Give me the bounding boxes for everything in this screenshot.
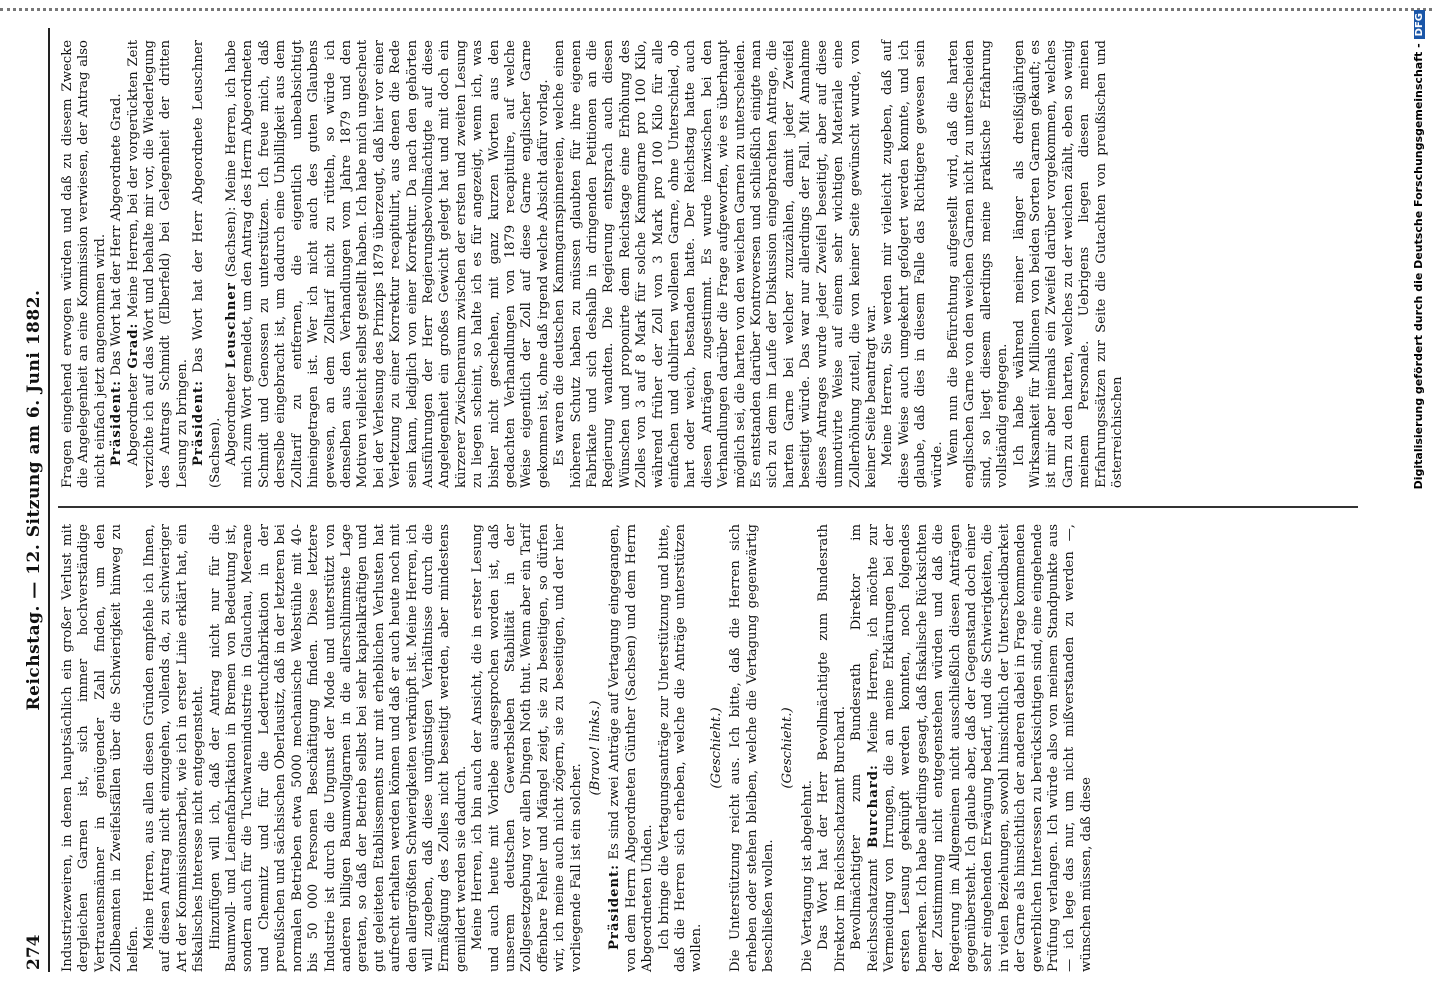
paragraph: Präsident: Das Wort hat der Herr Abgeordnete Leuschner (Sachsen). bbox=[191, 40, 223, 488]
stage-direction: (Geschieht.) bbox=[708, 707, 724, 789]
speaker-name: Burchard: bbox=[865, 764, 881, 849]
paragraph: Bevollmächtigter zum Bundesrath Direktor im Reichsschatzamt Burchard: Meine Herren, ich möchte zur Vermeidung von Irrungen, die an meine Erklärungen bei der ersten Lesung geknüpft werden konnten, noch folgendes bemerken. Ich habe allerdings gesagt, daß fiskalische Rücksichten der Zustimmung nicht entgegenstehen würden und daß die Regierung im Allgemeinen nicht ausschließlich diesen Anträgen gegenübersteht. Ich glaube aber, daß der Gegenstand doch einer sehr eingehenden Erwägung bedarf, und die Schwierigkeiten, die in vielen Beziehungen, sowohl hinsichtlich der Unterscheidbarkeit der Garne als hinsichtlich der anderen dabei in Frage kommenden gewerblichen Interessen zu berücksichtigen sind, eine eingehende Prüfung verlangen. Ich würde also von meinem Standpunkte aus — ich lege das nur, um nicht mißverstanden zu werden —, wünschen müssen, daß diese bbox=[849, 524, 1094, 972]
paragraph: Hinzufügen will ich, daß der Antrag nicht nur für die Baumwoll- und Leinenfabrikation in Bremen von Bedeutung ist, sondern auch für die Tuchwarenindustrie in Glauchau, Meerane und Chemnitz und für die Ledertuchfabrikation in der preußischen und sächsischen Oberlausitz, daß in der letzteren bei normalen Betrieben etwa 5000 mechanische Webstühle mit 40- bis 50 000 Personen Beschäftigung finden. Diese letztere Industrie ist durch die Ungunst der Mode und unterstützt von anderen billigen Baumwollgarnen in die allerschlimmste Lage geraten, so daß der Betrieb selbst bei sehr kapitalkräftigen und gut geleiteten Etablissements nur mit erheblichen Verlusten hat aufrecht erhalten werden können und daß er auch heute noch mit den allergrößten Schwierigkeiten verknüpft ist. Meine Herren, ich will zugeben, daß diese ungünstigen Verhältnisse durch die Ermäßigung des Zolles nicht beseitigt werden, aber mindestens gemildert werden sie dadurch. bbox=[207, 524, 469, 972]
dfg-logo: DFG bbox=[1414, 10, 1425, 39]
left-column bbox=[60, 524, 1095, 972]
speaker-name: Präsident: bbox=[191, 379, 207, 466]
stage-direction: (Bravo! links.) bbox=[588, 700, 603, 796]
paragraph: Die Vertagung ist abgelehnt. bbox=[799, 780, 815, 972]
paragraph: Abgeordneter Grad: Meine Herren, bei der vorgerückten Zeit verzichte ich auf das Wort und behalte mir vor, die Wiederlegung des Antrags Schmidt (Elberfeld) bei Gelegenheit der dritten Lesung zu bringen. bbox=[125, 39, 190, 488]
paragraph: Fragen eingehend erwogen würden und daß zu diesem Zwecke die Angelegenheit an eine Kommission verwiesen, der Antrag also nicht einfach jetzt angenommen wird. bbox=[60, 40, 108, 488]
paragraph: Präsident: Es sind zwei Anträge auf Vertagung eingegangen, von dem Herrn Abgeordneten Günther (Sachsen) und dem Herrn Abgeordneten Uhden. bbox=[607, 524, 656, 972]
paragraph: Ich habe während meiner länger als dreißigjährigen Wirksamkeit für Millionen von beiden Sorten Garnen gekauft; es ist mir aber niemals ein Zweifel darüber vorgekommen, welches Garn zu den harten, welches zu der weichen zählt, eben so wenig meinem Personale. Uebrigens liegen diesen meinen Erfahrungssätzen zur Seite die Gutachten von preußischen und österreichischen bbox=[1011, 40, 1125, 488]
paragraph: Wenn nun die Befürchtung aufgestellt wird, daß die harten englischen Garne von den weichen Garnen nicht zu unterscheiden sind, so liegt diesem allerdings meine praktische Erfahrung vollständig entgegen. bbox=[945, 40, 1011, 488]
paragraph: Präsident: Das Wort hat der Herr Abgeordnete Grad. bbox=[109, 93, 125, 466]
running-header bbox=[24, 30, 50, 970]
watermark-text: Digitalisierung gefördert durch die Deutsche Forschungsgemeinschaft - bbox=[1412, 43, 1425, 490]
speaker-name: Präsident: bbox=[109, 379, 125, 466]
paragraph: Meine Herren, ich bin auch der Ansicht, die in erster Lesung und auch heute mit Vorliebe ausgesprochen worden ist, daß unserem deutschen Gewerbsleben Stabilität in der Zollgesetzgebung vor allen Dingen Noth thut. Wenn aber ein Tarif offenbare Fehler und Mängel zeigt, sie zu beseitigen, so dürfen wir, ich meine auch nicht zögern, sie zu beseitigen, und der hier vorliegende Fall ist ein solcher. bbox=[470, 524, 584, 972]
paragraph: Es waren die deutschen Kammgarnspinnereien, welche einen höheren Schutz haben zu müssen glaubten für ihre eigenen Fabrikate und sich deshalb in dringenden Petitionen an die Regierung wandten. Die Regierung entsprach auch diesen Wünschen und proponirte dem Reichstage eine Erhöhung des Zolles von 3 auf 8 Mark für solche Kammgarne pro 100 Kilo, während früher der Zoll von 3 Mark pro 100 Kilo für alle einfachen und dublirten wollenen Garne, ohne Unterschied, ob hart oder weich, bestanden hatte. Der Reichstag hatte auch diesen Anträgen zugestimmt. Es wurde inzwischen bei den Verhandlungen darüber die Frage aufgeworfen, wie es überhaupt möglich sei, die harten von den weichen Garnen zu unterscheiden. Es entstanden darüber Kontroversen und schließlich einigte man sich zu dem im Laufe der Diskussion eingebrachten Antrage, die harten Garne bei welcher zuzuzählen, damit jeder Zweifel beseitigt würde. Das war nur allerdings der Fall. Mit Annahme dieses Antrages wurde jeder Zweifel beseitigt, aber auf diese unmotivirte Weise auf einem sehr wichtigen Materiale eine Zollerhöhung zuteil, die von keiner Seite gewünscht wurde, von keiner Seite beantragt war. bbox=[552, 40, 879, 488]
paragraph: Industriezweiren, in denen hauptsächlich ein großer Verlust mit dergleichen Garnen ist, sich immer hochverständige Vertrauensmänner in genügender Zahl finden, um den Zollbeamten in Zweifelsfällen über die Schwierigkeit hinweg zu helfen. bbox=[60, 524, 141, 972]
page-number: 274 bbox=[24, 934, 44, 970]
paragraph: Meine Herren, Sie werden mir vielleicht zugeben, daß auf diese Weise auch umgekehrt gefolgert werden konnte, und ich glaube, daß dies in diesem Falle das Richtigere gewesen sein würde. bbox=[880, 40, 945, 488]
paragraph: Meine Herren, aus allen diesen Gründen empfehle ich Ihnen, auf diesen Antrag nicht einzugehen, vollends da, zu schwieriger Art der Kommissionsarbeit, wie ich in erster Linie erklärt hat, ein fiskalisches Interesse nicht entgegensteht. bbox=[142, 524, 207, 972]
dfg-watermark bbox=[1412, 10, 1430, 990]
speaker-name: Leuschner bbox=[224, 282, 240, 369]
paragraph: Das Wort hat der Herr Bevollmächtigte zum Bundesrath Direktor im Reichsschatzamt Burchard. bbox=[816, 524, 848, 972]
paragraph: Ich bringe die Vertagungsanträge zur Unterstützung und bitte, daß die Herren sich erheben, welche die Anträge unterstützen wollen. bbox=[656, 524, 705, 972]
speaker-name: Präsident: bbox=[607, 863, 623, 950]
right-column bbox=[60, 40, 1126, 488]
header-rule bbox=[48, 28, 50, 972]
paragraph: Abgeordneter Leuschner (Sachsen): Meine Herren, ich habe mich zum Wort gemeldet, um den Antrag des Herrn Abgeordneten Schmidt und Genossen zu unterstützen. Ich freue mich, daß derselbe eingebracht ist, um dadurch eine Unbilligkeit aus dem Zolltarif zu entfernen, die eigentlich unbeabsichtigt hineingetragen ist. Wer ich nicht auch des guten Glaubens gewesen, an dem Zolltarif nicht zu rütteln, so würde ich denselben aus den Verhandlungen vom Jahre 1879 und den Motiven vielleicht selbst gestellt haben. Ich habe mich ungescheut bei der Verlesung des Prinzips 1879 überzeugt, daß hier vor einer Verletzung zu einer Korrektur recapitulirt, aus denen die Rede sein kann, lediglich von einer Korrektur. Da nach den gehörten Ausführungen der Herr Regierungsbevollmächtigte auf diese Angelegenheit ein großes Gewicht gelegt hat und mit doch ein kürzerer Zwischenraum zwischen der ersten und zweiten Lesung zu liegen scheint, so halte ich es für angezeigt, wenn ich, was bisher nicht geschehen, mit ganz kurzen Worten aus den gedachten Verhandlungen von 1879 recapitulire, auf welche Weise eigentlich der Zoll auf diese Garne englischer Garne gekommen ist, ohne daß irgend welche Absicht dafür vorlag. bbox=[224, 40, 551, 488]
column-divider bbox=[58, 506, 1358, 508]
stage-direction: (Geschieht.) bbox=[780, 707, 796, 789]
paragraph: Die Unterstützung reicht aus. Ich bitte, daß die Herren sich erheben oder stehen bleiben, welche die Vertagung gegenwärtig beschließen wollen. bbox=[728, 524, 777, 972]
session-title: Reichstag. — 12. Sitzung am 6. Juni 1882. bbox=[24, 289, 44, 711]
speaker-name: Grad: bbox=[125, 322, 141, 369]
